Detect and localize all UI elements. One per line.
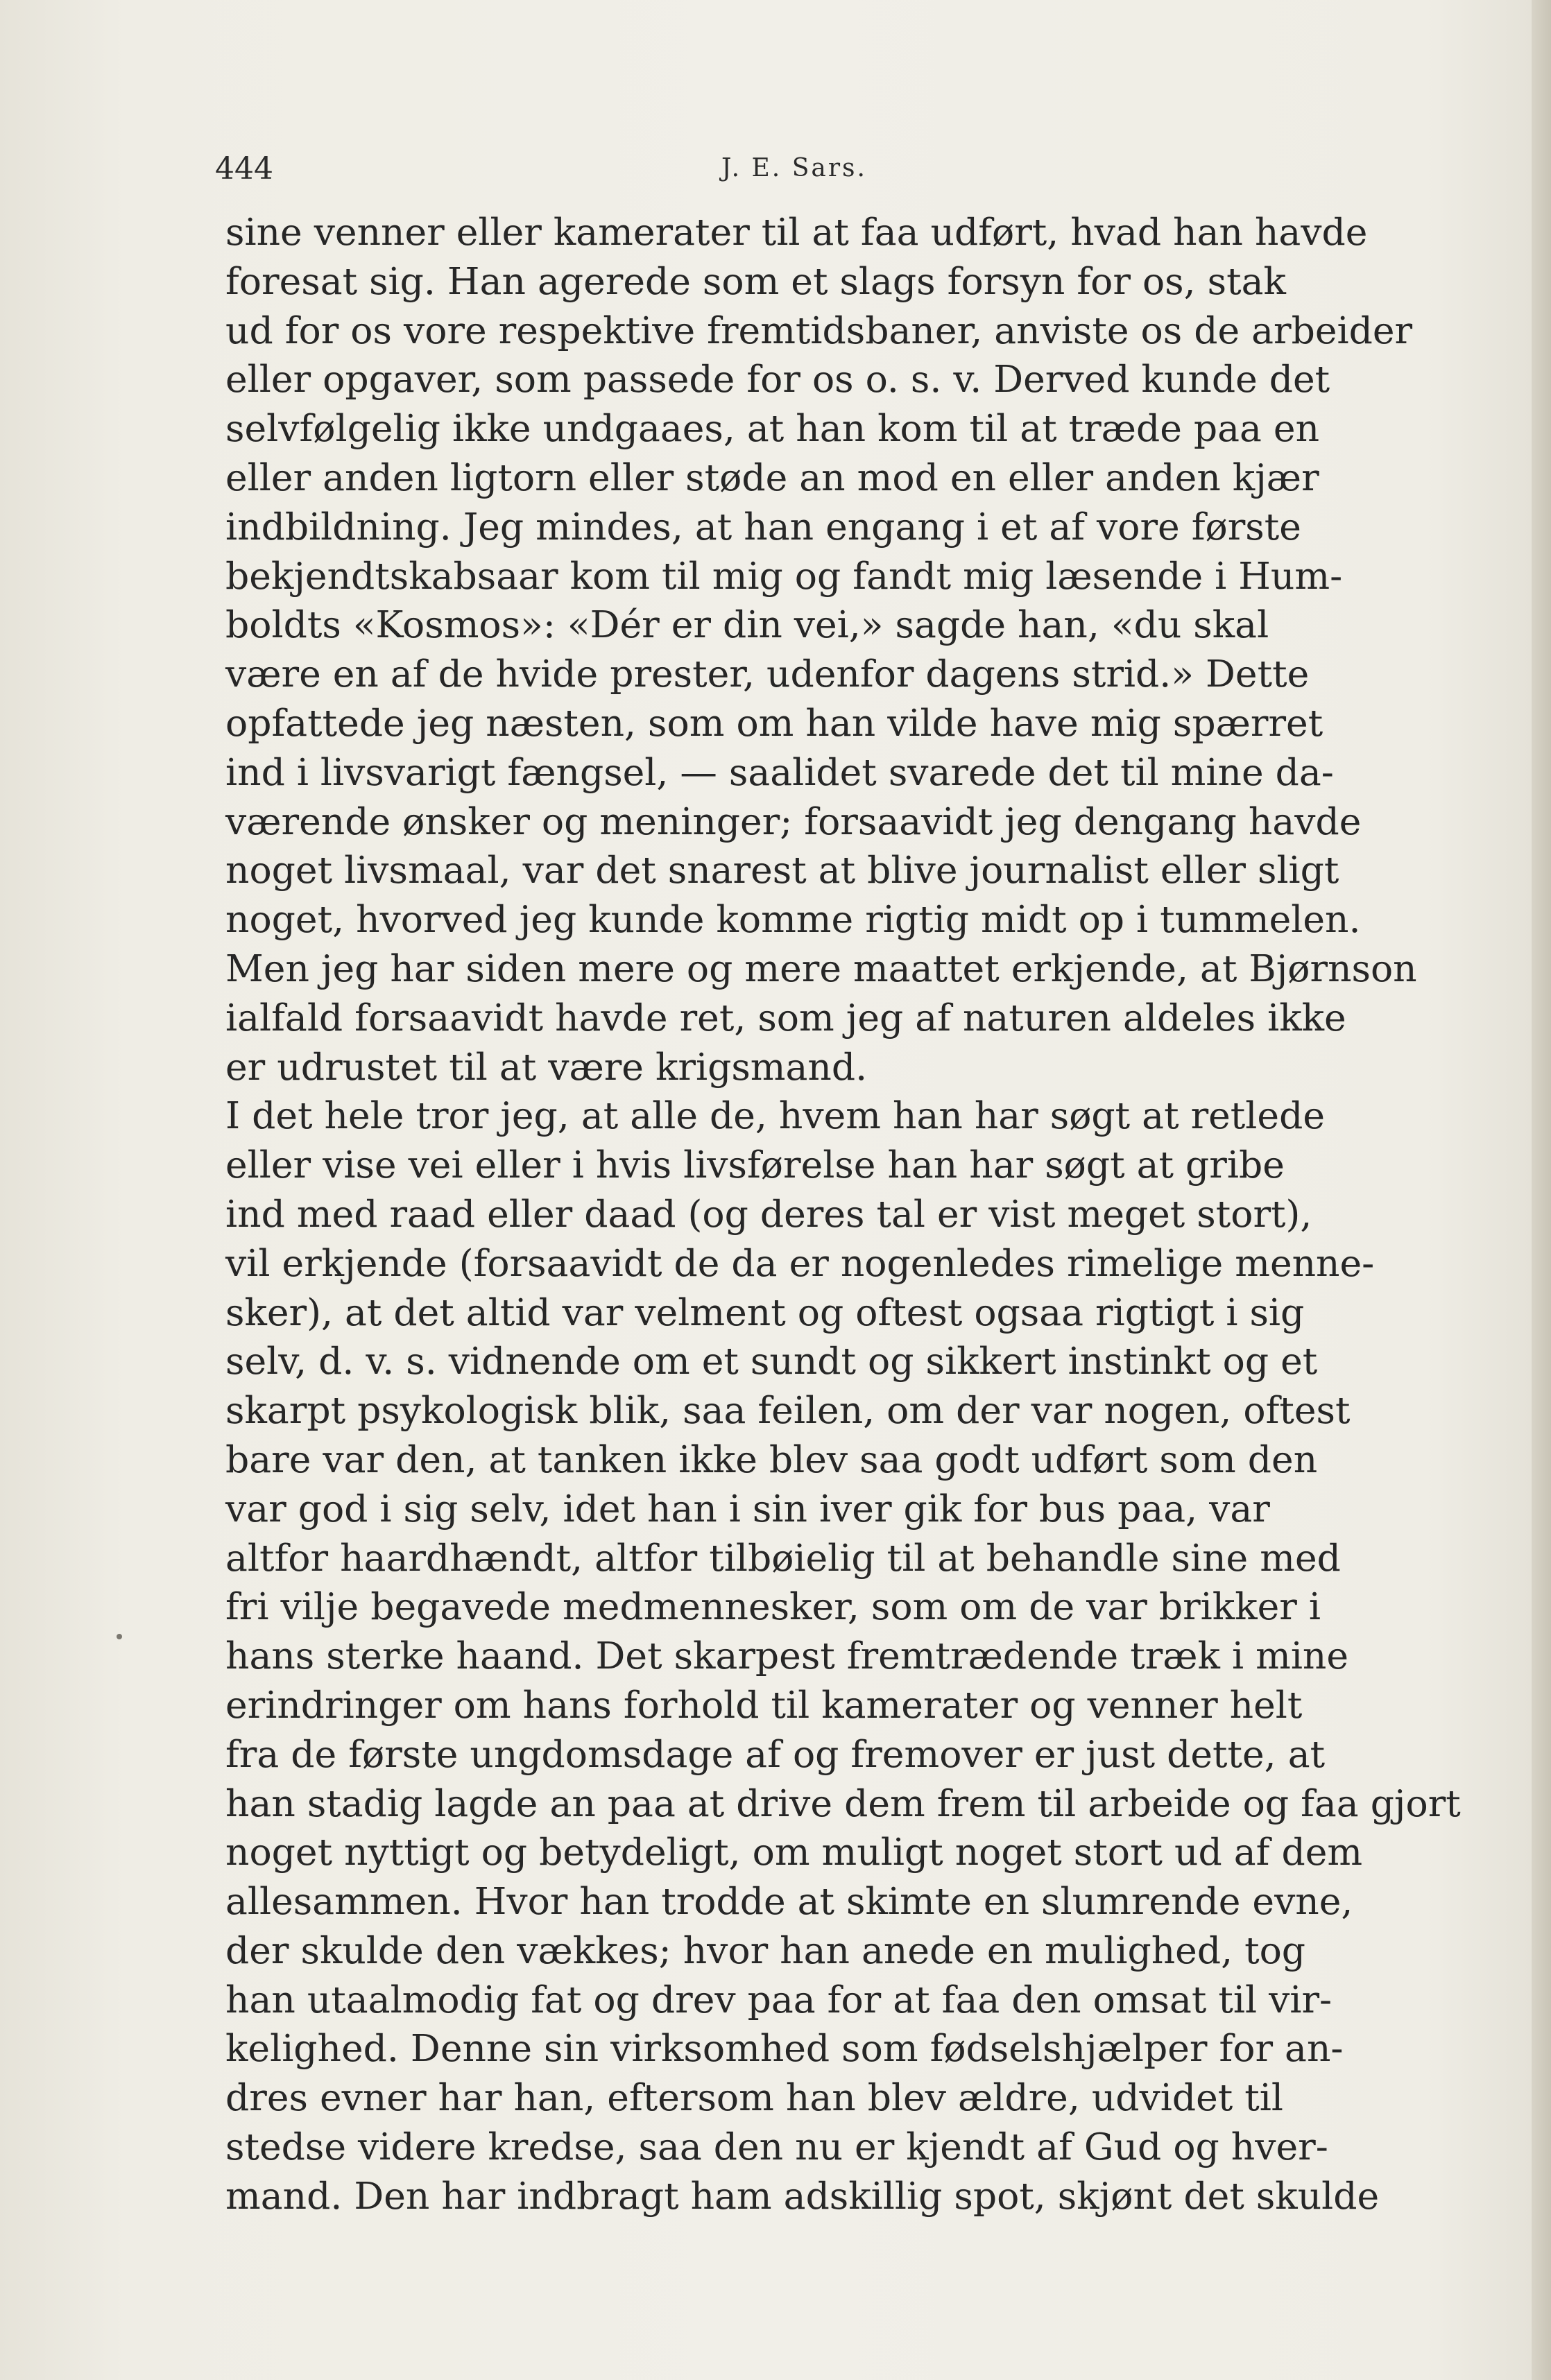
text-line: der skulde den vækkes; hvor han anede en mulighed, tog xyxy=(225,1928,1306,1972)
text-line: fri vilje begavede medmennesker, som om de var brikker i xyxy=(225,1585,1321,1629)
text-line: vil erkjende (forsaavidt de da er nogenledes rimelige menne- xyxy=(225,1241,1375,1285)
text-line: stedse videre kredse, saa den nu er kjendt af Gud og hver- xyxy=(225,2125,1328,2169)
text-line: sker), at det altid var velment og oftest ogsaa rigtigt i sig xyxy=(225,1290,1305,1334)
text-line: ind i livsvarigt fængsel, — saalidet svarede det til mine da- xyxy=(225,750,1334,794)
text-line: ud for os vore respektive fremtidsbaner, anviste os de arbeider xyxy=(225,308,1413,352)
text-line: værende ønsker og meninger; forsaavidt jeg dengang havde xyxy=(225,799,1362,843)
text-line: opfattede jeg næsten, som om han vilde have mig spærret xyxy=(225,700,1323,745)
text-line: foresat sig. Han agerede som et slags forsyn for os, stak xyxy=(225,259,1286,303)
text-line: være en af de hvide prester, udenfor dagens strid.» Dette xyxy=(225,652,1310,696)
stray-ink-dot xyxy=(117,1634,122,1639)
page-edge xyxy=(1532,0,1551,2380)
text-line: eller anden ligtorn eller støde an mod en eller anden kjær xyxy=(225,455,1319,499)
text-line: Men jeg har siden mere og mere maattet erkjende, at Bjørnson xyxy=(225,946,1417,990)
text-line: erindringer om hans forhold til kamerater og venner helt xyxy=(225,1682,1303,1727)
paragraph-start-line: I det hele tror jeg, at alle de, hvem han har søgt at retlede xyxy=(225,1094,1325,1138)
text-line: dres evner har han, eftersom han blev ældre, udvidet til xyxy=(225,2076,1284,2120)
page-number: 444 xyxy=(215,151,273,187)
text-line: sine venner eller kamerater til at faa udført, hvad han havde xyxy=(225,210,1368,254)
text-line: bare var den, at tanken ikke blev saa godt udført som den xyxy=(225,1437,1318,1481)
body-text xyxy=(225,208,1461,2221)
text-line: eller vise vei eller i hvis livsførelse han har søgt at gribe xyxy=(225,1143,1285,1187)
text-line: skarpt psykologisk blik, saa feilen, om der var nogen, oftest xyxy=(225,1388,1351,1433)
text-line: hans sterke haand. Det skarpest fremtrædende træk i mine xyxy=(225,1634,1349,1678)
text-line: var god i sig selv, idet han i sin iver gik for bus paa, var xyxy=(225,1486,1270,1530)
text-line: noget nyttigt og betydeligt, om muligt noget stort ud af dem xyxy=(225,1830,1363,1874)
page-header xyxy=(215,151,1394,193)
text-line: ialfald forsaavidt havde ret, som jeg af naturen aldeles ikke xyxy=(225,995,1346,1040)
text-line: kelighed. Denne sin virksomhed som fødselshjælper for an- xyxy=(225,2026,1344,2071)
text-line: eller opgaver, som passede for os o. s. v. Derved kunde det xyxy=(225,357,1330,402)
text-line: han utaalmodig fat og drev paa for at faa den omsat til vir- xyxy=(225,1977,1333,2021)
text-line: noget livsmaal, var det snarest at blive journalist eller sligt xyxy=(225,848,1339,892)
text-line: indbildning. Jeg mindes, at han engang i et af vore første xyxy=(225,504,1301,549)
text-line: selv, d. v. s. vidnende om et sundt og sikkert instinkt og et xyxy=(225,1339,1318,1383)
text-line: mand. Den har indbragt ham adskillig spot, skjønt det skulde xyxy=(225,2173,1380,2218)
text-line: ind med raad eller daad (og deres tal er vist meget stort), xyxy=(225,1191,1312,1236)
text-line: fra de første ungdomsdage af og fremover er just dette, at xyxy=(225,1732,1326,1776)
text-line: altfor haardhændt, altfor tilbøielig til at behandle sine med xyxy=(225,1535,1341,1580)
text-line: selvfølgelig ikke undgaaes, at han kom til at træde paa en xyxy=(225,406,1320,451)
running-head: J. E. Sars. xyxy=(721,154,867,182)
text-line: allesammen. Hvor han trodde at skimte en slumrende evne, xyxy=(225,1879,1353,1924)
text-line: han stadig lagde an paa at drive dem frem til arbeide og faa gjort xyxy=(225,1781,1461,1825)
text-line: er udrustet til at være krigsmand. xyxy=(225,1044,868,1089)
text-line: bekjendtskabsaar kom til mig og fandt mig læsende i Hum- xyxy=(225,553,1343,598)
text-line: noget, hvorved jeg kunde komme rigtig midt op i tummelen. xyxy=(225,897,1361,942)
text-line: boldts «Kosmos»: «Dér er din vei,» sagde han, «du skal xyxy=(225,603,1269,647)
